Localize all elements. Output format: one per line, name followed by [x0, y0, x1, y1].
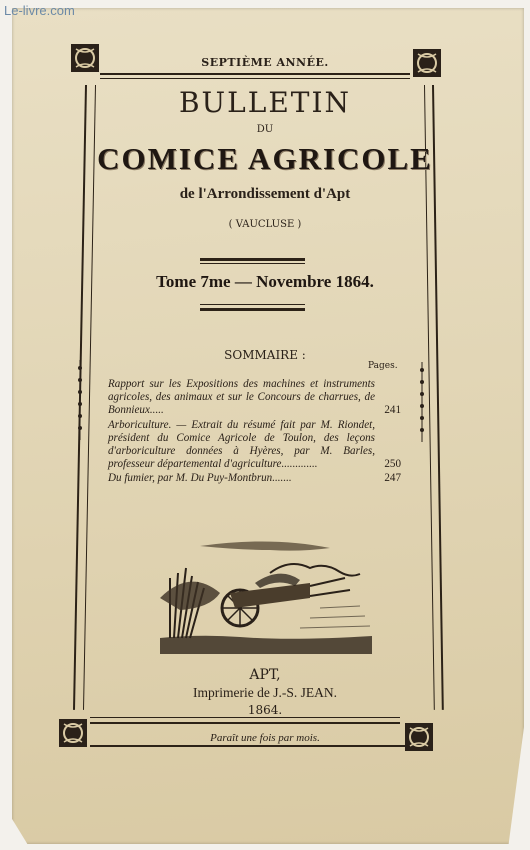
sommaire-item-page: 247	[384, 472, 401, 485]
frame-top-rule	[100, 73, 410, 75]
frame-top-rule-inner	[100, 78, 410, 79]
edition-label: SEPTIÈME ANNÉE.	[201, 56, 329, 69]
sommaire-item	[108, 472, 401, 485]
imprint-year: 1864.	[247, 703, 283, 717]
title-du: DU	[256, 124, 274, 135]
sommaire-item-text: Rapport sur les Expositions des machines et instruments agricoles, des animaux et sur le Concours de charrues, de Bonnieux.....	[108, 378, 375, 417]
frame-bottom-rule	[90, 722, 400, 724]
bottom-outer-rule	[90, 745, 410, 747]
side-ornament-right-icon	[418, 362, 426, 442]
bulletin-title: BULLETIN	[178, 86, 352, 119]
sommaire-item-text: Arboriculture. — Extrait du résumé fait par M. Riondet, président du Comice Agricole de Toulon, des leçons d'arboriculture données à Hyères, par M. Barles, professeur départemental d'agriculture.............	[108, 418, 375, 471]
publication-frequency: Paraît une fois par mois.	[210, 732, 320, 744]
divider-rule	[200, 304, 305, 305]
sommaire-item	[108, 378, 401, 418]
department-line: ( VAUCLUSE )	[228, 219, 302, 230]
pages-column-label: Pages.	[368, 361, 398, 371]
sommaire-item-page: 250	[384, 458, 401, 471]
tome-issue-line: Tome 7me — Novembre 1864.	[156, 272, 374, 291]
sommaire-heading: SOMMAIRE :	[224, 348, 306, 362]
watermark: Le-livre.com	[4, 3, 75, 18]
sommaire-list	[108, 378, 401, 487]
farm-cart-engraving-icon	[160, 538, 372, 654]
divider-rule-thick	[200, 308, 305, 311]
divider-rule-thin	[200, 263, 305, 264]
side-ornament-left-icon	[76, 360, 84, 440]
imprint-printer: Imprimerie de J.-S. JEAN.	[193, 685, 337, 700]
sommaire-item	[108, 419, 401, 472]
frame-bottom-rule-inner	[90, 717, 400, 718]
society-name: COMICE AGRICOLE	[97, 141, 433, 176]
imprint-city: APT,	[249, 667, 281, 683]
sommaire-item-page: 241	[384, 404, 401, 417]
sommaire-item-text: Du fumier, par M. Du Puy-Montbrun.......	[108, 472, 292, 485]
divider-rule	[200, 258, 305, 261]
arrondissement-line: de l'Arrondissement d'Apt	[179, 186, 351, 202]
